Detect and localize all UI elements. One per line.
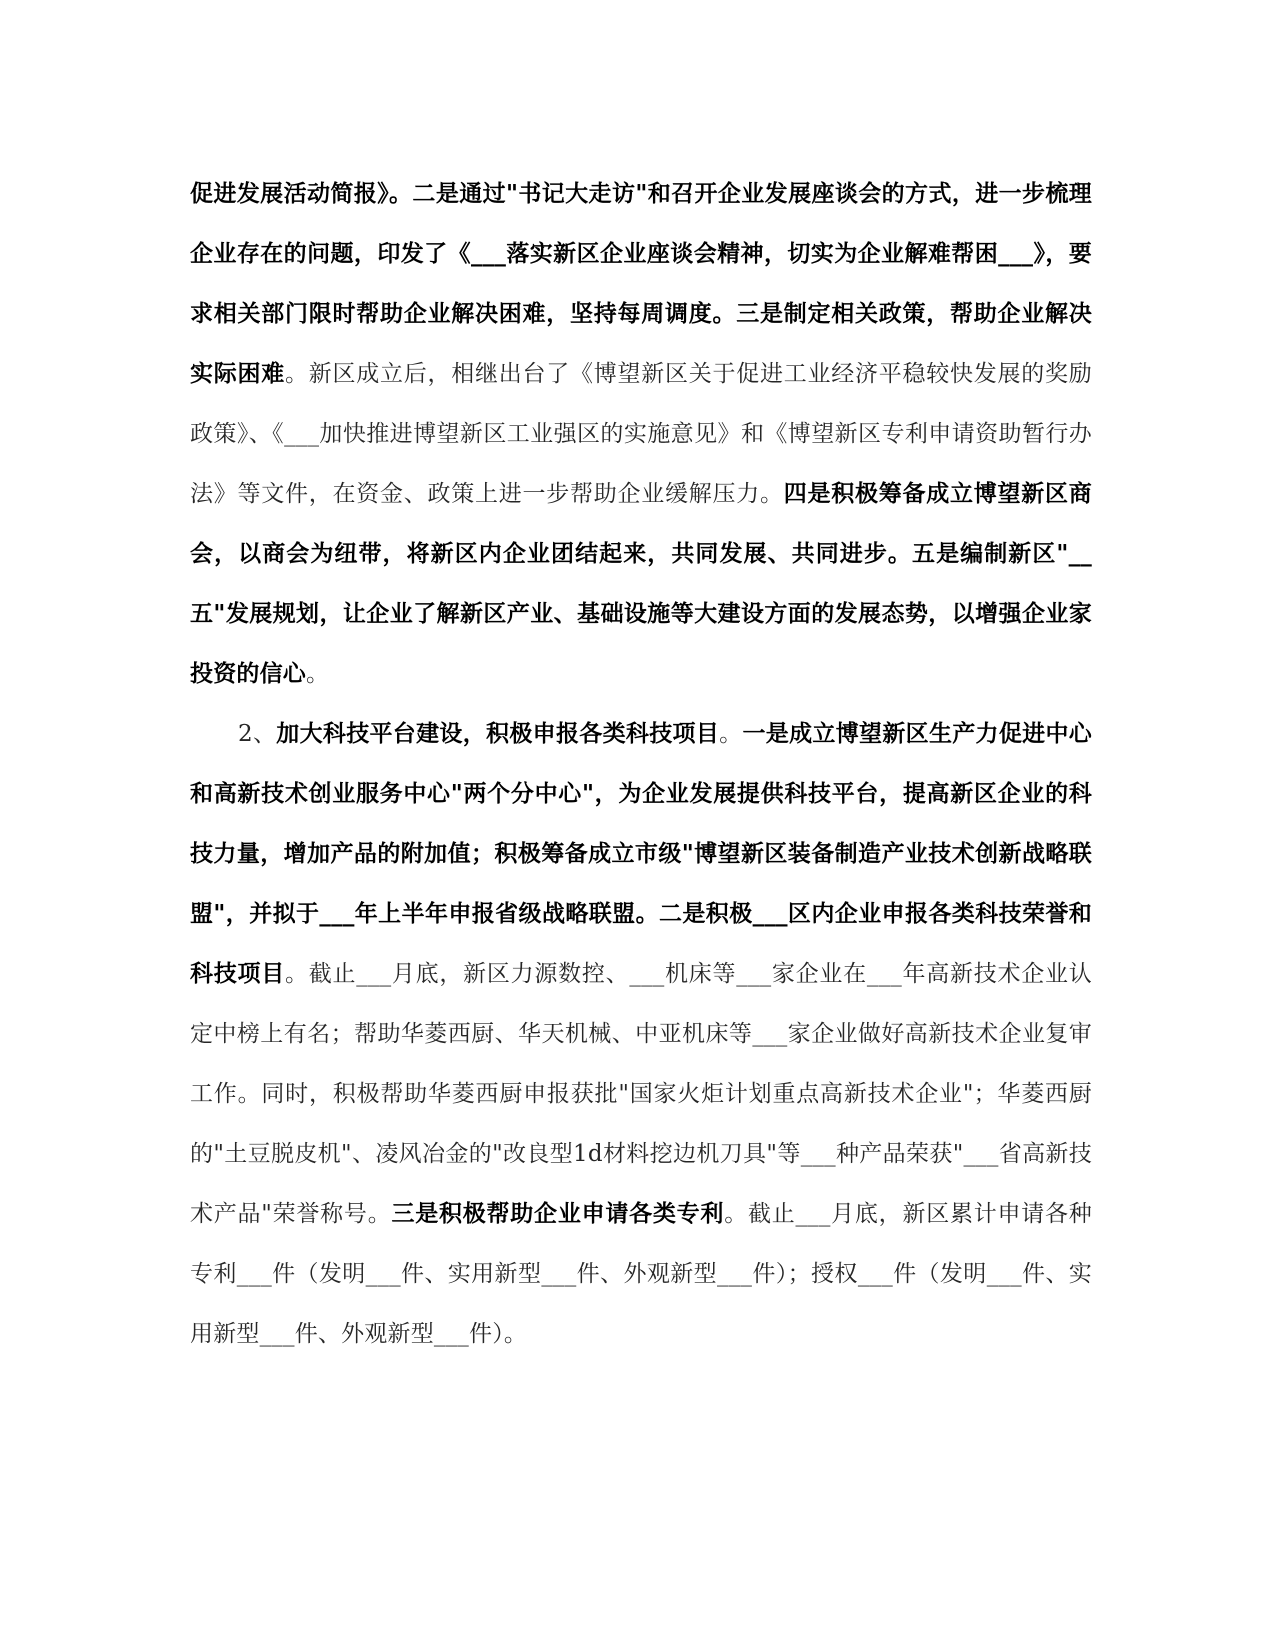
text-segment: 。截止___月底，新区力源数控、___机床等___家企业在___年高新技术企业认定中榜上有名；帮助华菱西厨、华天机械、中亚机床等___家企业做好高新技术企业复审工作。同时，积极帮助华菱西厨申报获批"国家火炬计划重点高新技术企业"；华菱西厨的"土豆脱皮机"、凌风冶金的"改良型1d材料挖边机刀具"等___种产品荣获"___省高新技术产品"荣誉称号。: [190, 961, 1092, 1227]
text-segment: 。新区成立后，相继出台了《博望新区关于促进工业经济平稳较快发展的奖励政策》、《___加快推进博望新区工业强区的实施意见》和《博望新区专利申请资助暂行办法》等文件，在资金、政策上进一步帮助企业缓解压力。: [190, 361, 1092, 507]
text-segment: 四是积极筹备成立博望新区商会，以商会为纽带，将新区内企业团结起来，共同发展、共同进步。五是编制新区"__五"发展规划，让企业了解新区产业、基础设施等大建设方面的发展态势，以增强企业家投资的信心: [190, 480, 1092, 687]
text-segment: 。: [719, 721, 743, 747]
text-segment: 一是成立博望新区生产力促进中心和高新技术创业服务中心"两个分中心"，为企业发展提供科技平台，提高新区企业的科技力量，增加产品的附加值；积极筹备成立市级"博望新区装备制造产业技术创新战略联盟"，并拟于___年上半年申报省级战略联盟。二是积极___区内企业申报各类科技荣誉和科技项目: [190, 720, 1092, 987]
text-segment: 。: [306, 661, 330, 687]
text-segment: 促进发展活动简报》。二是通过"书记大走访"和召开企业发展座谈会的方式，进一步梳理企业存在的问题，印发了《___落实新区企业座谈会精神，切实为企业解难帮困___》，要求相关部门限时帮助企业解决困难，坚持每周调度。三是制定相关政策，帮助企业解决实际困难: [190, 180, 1092, 387]
paragraph-1: [190, 164, 1092, 704]
text-segment: 三是积极帮助企业申请各类专利: [391, 1200, 725, 1227]
document-body: [190, 164, 1092, 1364]
text-segment: 。截止___月底，新区累计申请各种专利___件（发明___件、实用新型___件、外观新型___件）；授权___件（发明___件、实用新型___件、外观新型___件）。: [190, 1201, 1092, 1347]
paragraph-2: [190, 704, 1092, 1364]
section-number: 2、: [238, 721, 277, 747]
section-heading: 加大科技平台建设，积极申报各类科技项目: [276, 720, 720, 747]
